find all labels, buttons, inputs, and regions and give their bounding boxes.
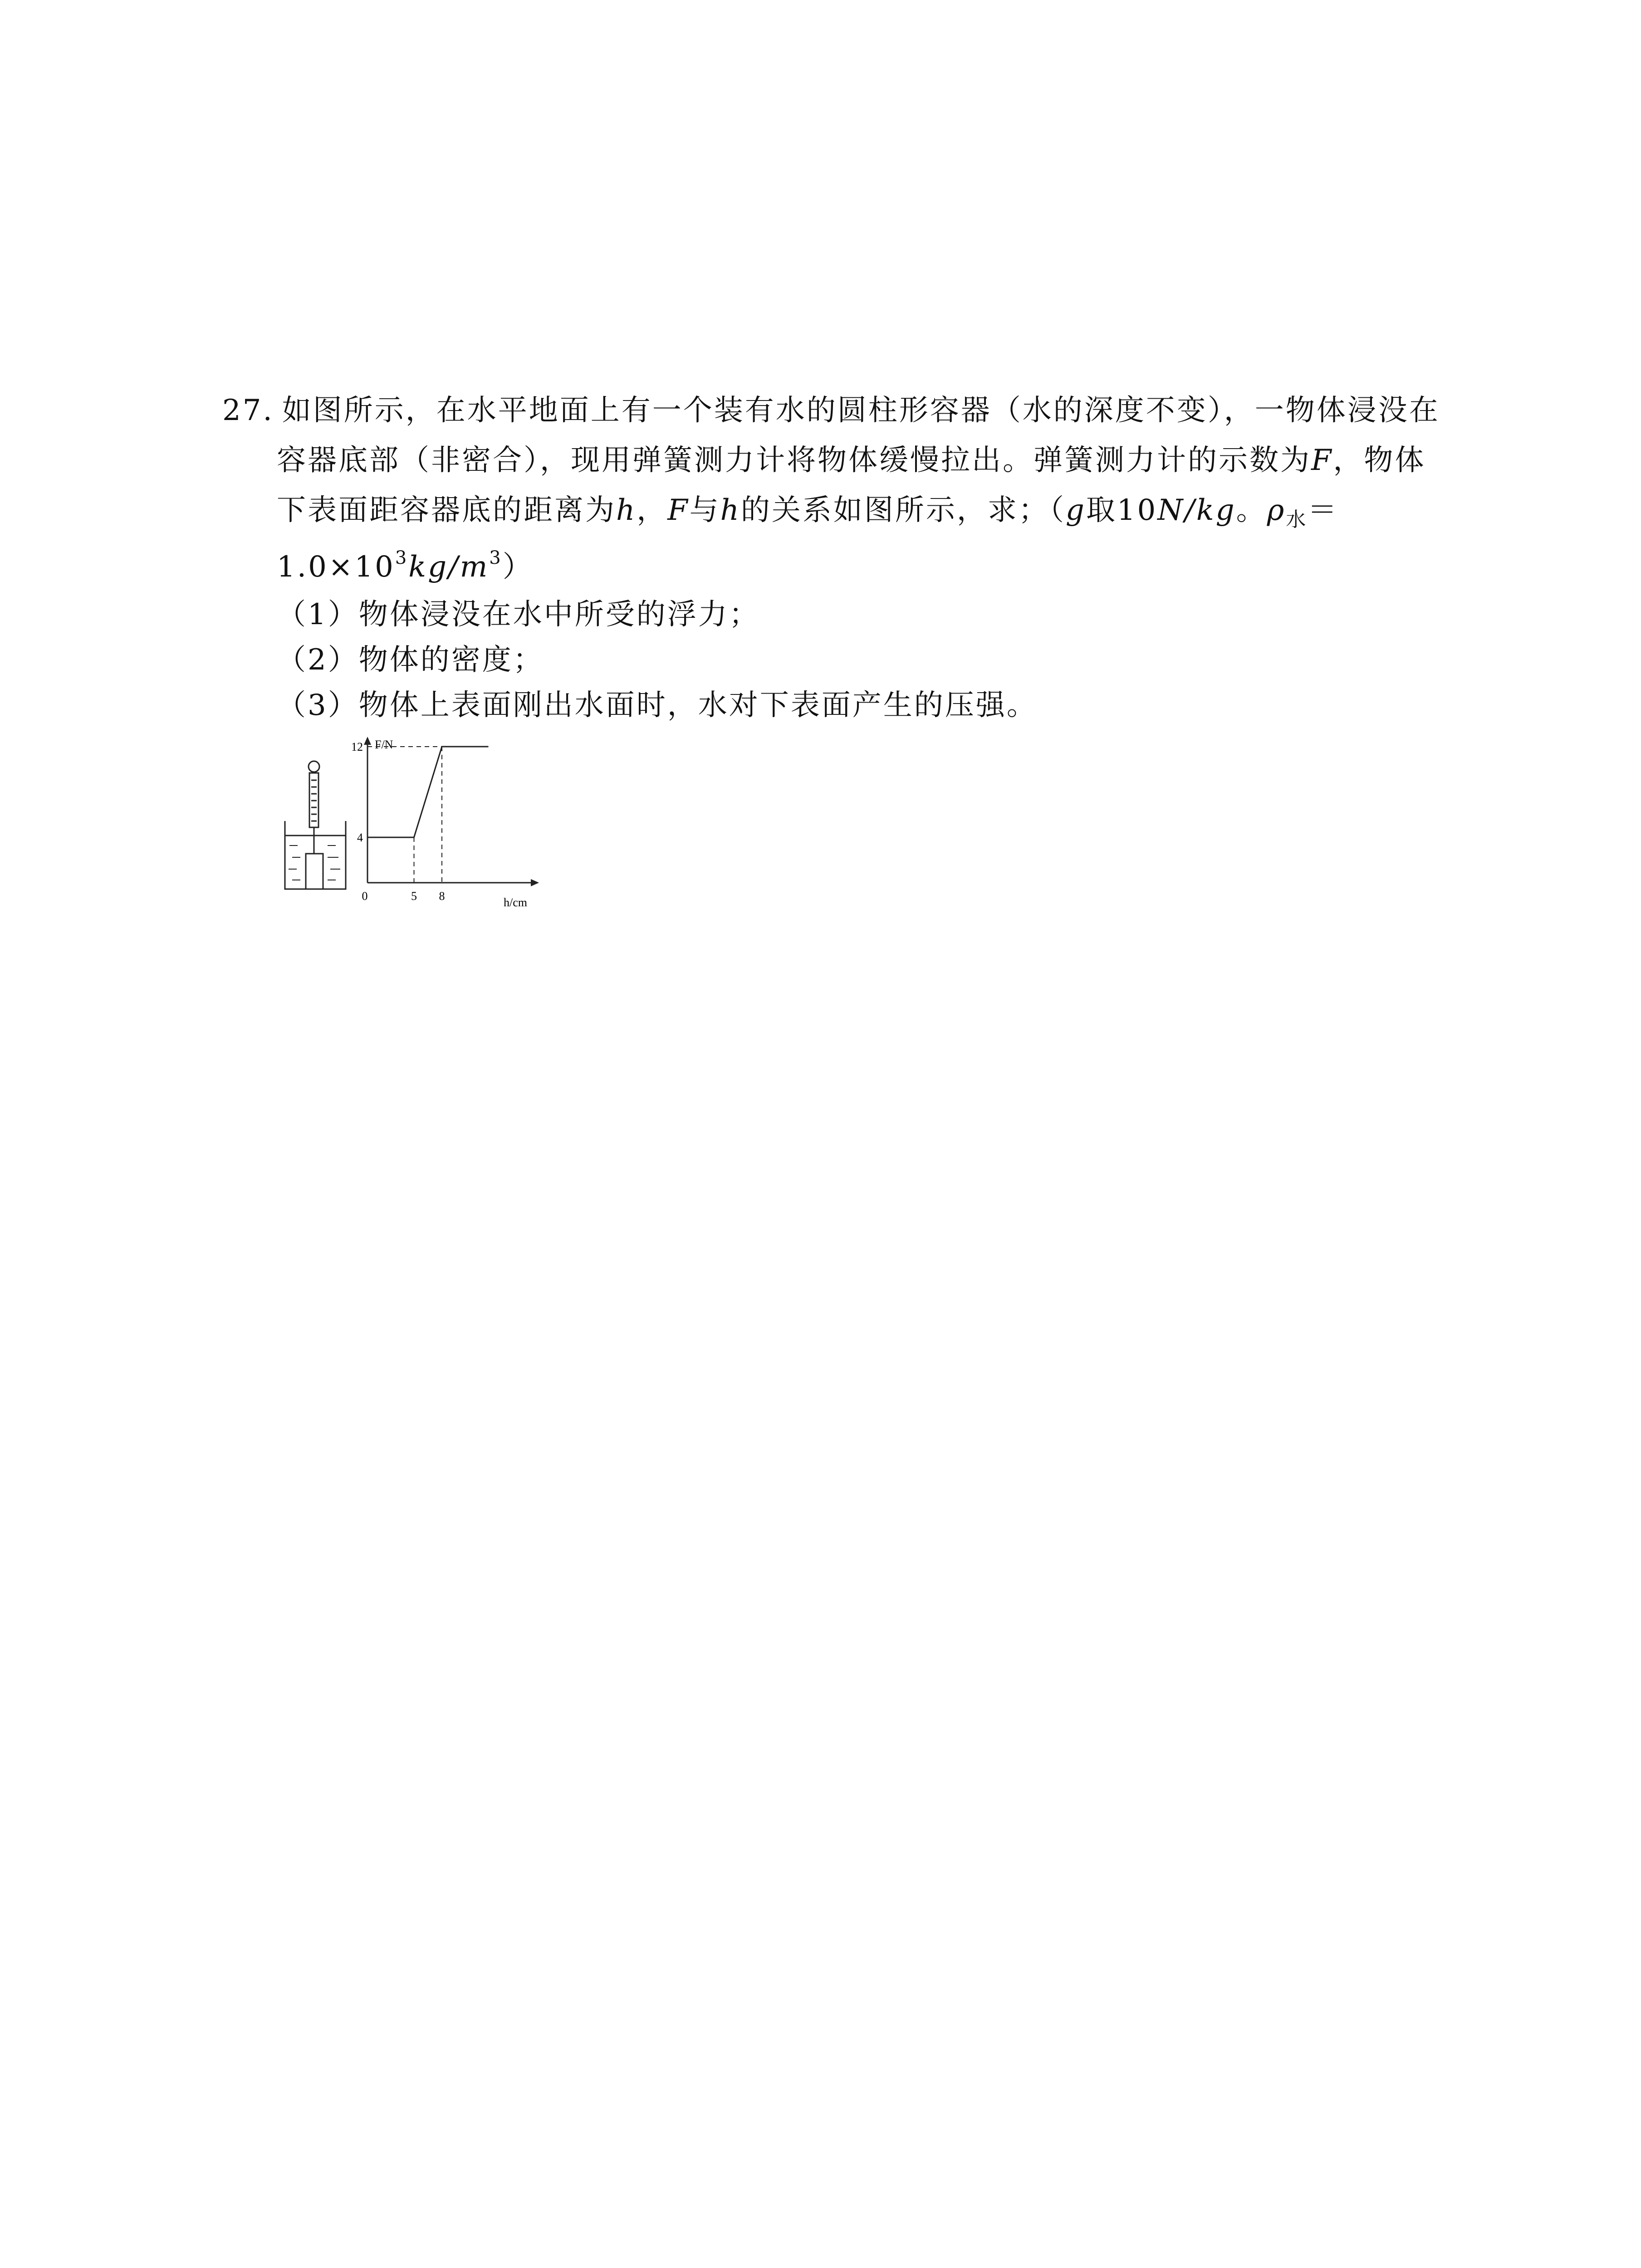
x-axis-arrow-icon	[531, 879, 539, 886]
question-text-3c: 与	[689, 494, 720, 527]
question-line-1	[222, 392, 1440, 429]
question-text-2b: ，物体	[1333, 444, 1426, 477]
question-line-3	[277, 492, 1339, 531]
equals-sign: ＝	[1308, 494, 1339, 527]
var-F: F	[1311, 444, 1333, 477]
x-axis-label: h/cm	[504, 896, 527, 909]
question-text-2a: 容器底部（非密合），现用弹簧测力计将物体缓慢拉出。弹簧测力计的示数为	[277, 444, 1311, 477]
unit-slash: /	[1185, 494, 1196, 527]
question-text-1: 如图所示，在水平地面上有一个装有水的圆柱形容器（水的深度不变），一物体浸没在	[282, 394, 1440, 427]
series-line	[367, 747, 489, 837]
var-F-2: F	[667, 494, 690, 527]
x-tick-label-5: 5	[411, 890, 417, 903]
figure-svg	[277, 735, 558, 916]
question-text-3d: 的关系如图所示，求；（	[740, 494, 1066, 527]
density-unit-m: m	[460, 550, 490, 584]
y-tick-label-4: 4	[357, 831, 363, 844]
sub-question-3: （3）物体上表面刚出水面时，水对下表面产生的压强。	[277, 689, 1038, 722]
density-unit-kg: kg	[408, 550, 449, 584]
var-rho: ρ	[1267, 494, 1286, 527]
sub-question-2: （2）物体的密度；	[277, 643, 544, 677]
y-axis-arrow-icon	[364, 737, 371, 745]
var-h: h	[616, 494, 637, 527]
density-unit-slash: /	[448, 550, 460, 584]
rho-subscript: 水	[1286, 508, 1308, 531]
scale-ring-icon	[309, 761, 319, 772]
unit-N: N	[1157, 494, 1185, 527]
y-tick-label-12: 12	[351, 740, 363, 753]
density-unit-exponent: 3	[489, 547, 503, 568]
unit-kg: kg	[1196, 494, 1236, 527]
var-g: g	[1065, 494, 1086, 527]
density-exponent: 3	[395, 547, 409, 568]
origin-label: 0	[362, 890, 368, 903]
x-tick-label-8: 8	[439, 890, 445, 903]
y-axis-label: F/N	[375, 738, 393, 751]
apparatus-illustration	[285, 761, 346, 889]
rho-prefix: 。	[1236, 494, 1267, 527]
var-h-2: h	[720, 494, 741, 527]
question-figure	[277, 735, 558, 918]
question-text-3b: ，	[637, 494, 668, 527]
question-line-2	[277, 442, 1425, 479]
submerged-object	[306, 854, 323, 889]
question-text-3a: 下表面距容器底的距离为	[277, 494, 616, 527]
question-number: 27.	[222, 394, 274, 427]
force-height-chart	[351, 737, 539, 909]
question-take: 取10	[1086, 494, 1158, 527]
density-close-paren: ）	[502, 550, 534, 584]
density-value: 1.0×10	[277, 550, 395, 584]
sub-question-1: （1）物体浸没在水中所受的浮力；	[277, 598, 760, 631]
question-line-4	[277, 549, 534, 585]
